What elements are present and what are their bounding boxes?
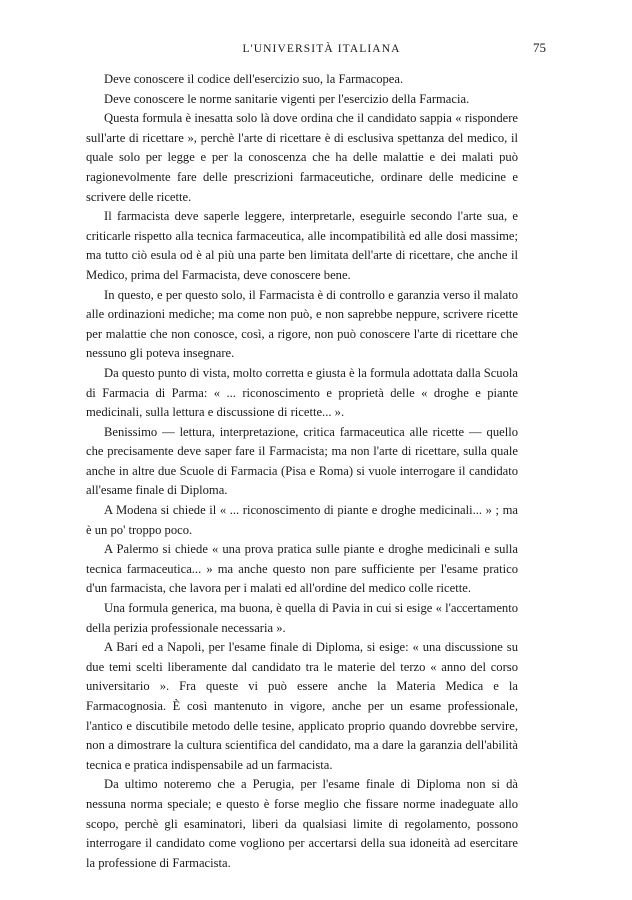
page-number: 75	[533, 40, 546, 55]
paragraph: Da questo punto di vista, molto corretta e giusta è la formula adottata dalla Scuola di Farmacia di Parma: « ... riconoscimento e proprietà delle « droghe e piante medicinali, sulla lettura e discussione di ricette... ».	[86, 365, 518, 420]
paragraph: A Palermo si chiede « una prova pratica sulle piante e droghe medicinali e sulla tecnica farmaceutica... » ma anche questo non pare sufficiente per l'esame pratico d'un farmacista, che lavora per i malati ed all'ordine del medico colle ricette.	[86, 542, 518, 596]
running-head	[86, 40, 546, 56]
paragraph: Una formula generica, ma buona, è quella di Pavia in cui si esige « l'accertamento della perizia professionale necessaria ».	[86, 601, 518, 635]
paragraph: Il farmacista deve saperle leggere, interpretarle, eseguirle secondo l'arte sua, e criticarle rispetto alla tecnica farmaceutica, alle incompatibilità ed alle dosi massime; ma tutto ciò esula od è al più una parte ben limitata dell'arte di ricettare, che anche il Medico, prima del Farmacista, deve conoscere bene.	[86, 209, 518, 282]
paragraph: In questo, e per questo solo, il Farmacista è di controllo e garanzia verso il malato alle ordinazioni mediche; ma come non può, e non saprebbe neppure, scrivere ricette per malattie che non conosce, così, a rigore, non può conoscere l'arte di ricettare che nessuno gli poteva insegnare.	[86, 287, 518, 361]
paragraph: A Modena si chiede il « ... riconoscimento di piante e droghe medicinali... » ; ma è un po' troppo poco.	[86, 503, 518, 537]
paragraph: Da ultimo noteremo che a Perugia, per l'esame finale di Diploma non si dà nessuna norma speciale; e questo è forse meglio che fissare norme inadeguate allo scopo, perchè gli esaminatori, liberi da qualsiasi limite di regolamento, possono interrogare il candidato come vogliono per accertarsi della sua idoneità ad esercitare la professione di Farmacista.	[86, 777, 518, 870]
paragraph: A Bari ed a Napoli, per l'esame finale di Diploma, si esige: « una discussione su due temi scelti liberamente dal candidato tra le materie del terzo « anno del corso universitario ». Fra queste vi può essere anche la Materia Medica e la Farmacognosia. È così mantenuto in vigore, anche per un esame professionale, l'antico e discutibile metodo delle tesine, applicato proprio quando dovrebbe servire, non a dimostrare la cultura scientifica del candidato, ma a dare la garanzia dell'abilità tecnica e pratica indispensabile ad un farmacista.	[86, 640, 518, 772]
paragraph: Deve conoscere il codice dell'esercizio suo, la Farmacopea.	[104, 72, 404, 86]
paragraph: Benissimo — lettura, interpretazione, critica farmaceutica alle ricette — quello che precisamente deve saper fare il Farmacista; ma non l'arte di ricettare, sulla quale anche in altre due Scuole di Farmacia (Pisa e Roma) si vuole interrogare il candidato all'esame finale di Diploma.	[86, 424, 518, 498]
body-text	[86, 70, 518, 873]
paragraph: Deve conoscere le norme sanitarie vigenti per l'esercizio della Farmacia.	[104, 91, 470, 106]
paragraph: Questa formula è inesatta solo là dove ordina che il candidato sappia « rispondere sull'arte di ricettare », perchè l'arte di ricettare è di esclusiva spettanza del medico, il quale solo per legge e per la conoscenza che ha delle malattie e dei malati può ragionevolmente fare delle prescrizioni farmaceutiche, ordinare delle medicine e scrivere delle ricette.	[86, 111, 518, 204]
journal-title: L'UNIVERSITÀ ITALIANA	[242, 43, 401, 55]
